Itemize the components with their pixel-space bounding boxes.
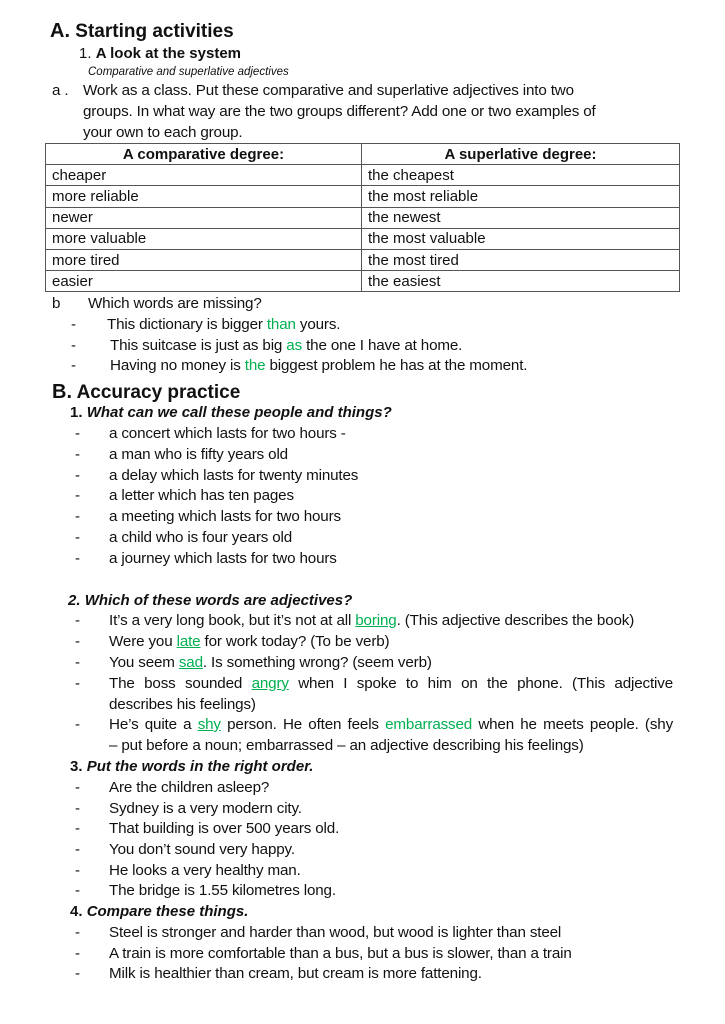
degrees-table <box>45 143 680 292</box>
list-item: a delay which lasts for twenty minutes <box>109 467 359 484</box>
fill-in-item <box>107 316 340 333</box>
subsection-heading <box>79 45 241 62</box>
answer-word: late <box>176 633 201 650</box>
list-item <box>109 633 389 650</box>
bullet-dash: - <box>75 779 80 796</box>
bullet-dash: - <box>75 924 80 941</box>
list-item: That building is over 500 years old. <box>109 820 340 837</box>
section-a-heading <box>50 20 234 43</box>
question-number: 2. <box>68 592 81 609</box>
fill-in-item <box>110 357 527 374</box>
task-b-label: b <box>52 295 61 312</box>
item-text: Were you <box>109 633 177 650</box>
section-b-title: Accuracy practice <box>76 382 241 403</box>
bullet-dash: - <box>71 357 76 374</box>
item-text: He’s quite a <box>109 716 198 733</box>
item-text: . (This adjective describes the book) <box>396 612 635 629</box>
table-row <box>46 186 680 207</box>
bullet-dash: - <box>75 508 80 525</box>
bullet-dash: - <box>75 529 80 546</box>
list-item-continuation: describes his feelings) <box>109 696 256 713</box>
table-row <box>46 165 680 186</box>
item-text: It’s a very long book, but it’s not at all <box>109 612 356 629</box>
answer-word: boring <box>355 612 397 629</box>
question-4-heading <box>70 903 248 920</box>
list-item: A train is more comfortable than a bus, but a bus is slower, than a train <box>109 945 572 962</box>
question-number: 4. <box>70 903 83 920</box>
item-text: for work today? (To be verb) <box>200 633 390 650</box>
list-item: He looks a very healthy man. <box>109 862 301 879</box>
cell-comparative: easier <box>46 271 362 292</box>
cell-comparative: more reliable <box>46 186 362 207</box>
bullet-dash: - <box>75 820 80 837</box>
bullet-dash: - <box>75 467 80 484</box>
list-item <box>109 716 673 733</box>
section-b-heading <box>52 381 240 404</box>
bullet-dash: - <box>75 654 80 671</box>
cell-superlative: the cheapest <box>362 165 680 186</box>
table-header-row <box>46 144 680 165</box>
bullet-dash: - <box>75 945 80 962</box>
item-text: when he meets people. (shy <box>472 716 674 733</box>
list-item: Are the children asleep? <box>109 779 270 796</box>
list-item: a concert which lasts for two hours - <box>109 425 346 442</box>
question-title: What can we call these people and things? <box>86 404 392 421</box>
list-item: a journey which lasts for two hours <box>109 550 337 567</box>
bullet-dash: - <box>75 487 80 504</box>
bullet-dash: - <box>75 800 80 817</box>
task-a-line: Work as a class. Put these comparative and superlative adjectives into two <box>83 82 574 99</box>
answer-word: than <box>266 316 296 333</box>
item-text: The boss sounded <box>109 675 252 692</box>
question-1-heading <box>70 404 392 421</box>
list-item: Sydney is a very modern city. <box>109 800 302 817</box>
header-superlative: A superlative degree: <box>362 144 680 165</box>
answer-word: shy <box>197 716 221 733</box>
item-text: This suitcase is just as big <box>110 337 287 354</box>
task-a-label: a . <box>52 82 69 99</box>
cell-comparative: more valuable <box>46 228 362 249</box>
bullet-dash: - <box>75 675 80 692</box>
item-text: You seem <box>109 654 179 671</box>
bullet-dash: - <box>71 316 76 333</box>
list-item-continuation: – put before a noun; embarrassed – an adjective describing his feelings) <box>109 737 584 754</box>
item-text: This dictionary is bigger <box>107 316 267 333</box>
question-2-heading <box>68 592 352 609</box>
question-number: 3. <box>70 758 83 775</box>
list-item: a man who is fifty years old <box>109 446 288 463</box>
table-row <box>46 207 680 228</box>
bullet-dash: - <box>75 862 80 879</box>
bullet-dash: - <box>75 612 80 629</box>
list-item <box>109 675 673 692</box>
item-text: biggest problem he has at the moment. <box>265 357 528 374</box>
item-text: . Is something wrong? (seem verb) <box>202 654 432 671</box>
cell-superlative: the easiest <box>362 271 680 292</box>
item-text: person. He often feels <box>220 716 386 733</box>
fill-in-item <box>110 337 462 354</box>
table-row <box>46 228 680 249</box>
subsection-title: A look at the system <box>95 45 242 62</box>
question-title: Put the words in the right order. <box>86 758 314 775</box>
answer-word: sad <box>178 654 203 671</box>
bullet-dash: - <box>75 841 80 858</box>
cell-superlative: the most valuable <box>362 228 680 249</box>
bullet-dash: - <box>75 425 80 442</box>
list-item: a letter which has ten pages <box>109 487 294 504</box>
item-text: yours. <box>295 316 341 333</box>
answer-word: embarrassed <box>385 716 473 733</box>
bullet-dash: - <box>75 550 80 567</box>
item-text: Having no money is <box>110 357 245 374</box>
cell-superlative: the most reliable <box>362 186 680 207</box>
answer-word: the <box>244 357 266 374</box>
list-item: a child who is four years old <box>109 529 293 546</box>
item-text: the one I have at home. <box>302 337 463 354</box>
header-comparative: A comparative degree: <box>46 144 362 165</box>
cell-superlative: the newest <box>362 207 680 228</box>
table-row <box>46 249 680 270</box>
section-a-letter: A. <box>50 20 70 42</box>
list-item: You don’t sound very happy. <box>109 841 295 858</box>
task-a-line: your own to each group. <box>83 124 243 141</box>
bullet-dash: - <box>75 716 80 733</box>
table-row <box>46 271 680 292</box>
cell-comparative: newer <box>46 207 362 228</box>
question-title: Which of these words are adjectives? <box>84 592 353 609</box>
list-item: a meeting which lasts for two hours <box>109 508 341 525</box>
task-a-line: groups. In what way are the two groups different? Add one or two examples of <box>83 103 596 120</box>
task-b-title: Which words are missing? <box>88 295 262 312</box>
subsection-number: 1. <box>79 45 92 62</box>
answer-word: angry <box>251 675 289 692</box>
cell-comparative: more tired <box>46 249 362 270</box>
bullet-dash: - <box>75 965 80 982</box>
cell-comparative: cheaper <box>46 165 362 186</box>
question-3-heading <box>70 758 313 775</box>
bullet-dash: - <box>75 446 80 463</box>
bullet-dash: - <box>75 882 80 899</box>
item-text: when I spoke to him on the phone. (This adjective <box>288 675 673 692</box>
bullet-dash: - <box>75 633 80 650</box>
answer-word: as <box>286 337 303 354</box>
section-b-letter: B. <box>52 381 72 403</box>
list-item: Milk is healthier than cream, but cream is more fattening. <box>109 965 482 982</box>
question-title: Compare these things. <box>86 903 249 920</box>
list-item <box>109 654 432 671</box>
list-item <box>109 612 634 629</box>
question-number: 1. <box>70 404 83 421</box>
cell-superlative: the most tired <box>362 249 680 270</box>
list-item: Steel is stronger and harder than wood, but wood is lighter than steel <box>109 924 562 941</box>
section-a-title: Starting activities <box>75 21 234 42</box>
list-item: The bridge is 1.55 kilometres long. <box>109 882 336 899</box>
subsection-subtitle: Comparative and superlative adjectives <box>88 66 289 78</box>
bullet-dash: - <box>71 337 76 354</box>
